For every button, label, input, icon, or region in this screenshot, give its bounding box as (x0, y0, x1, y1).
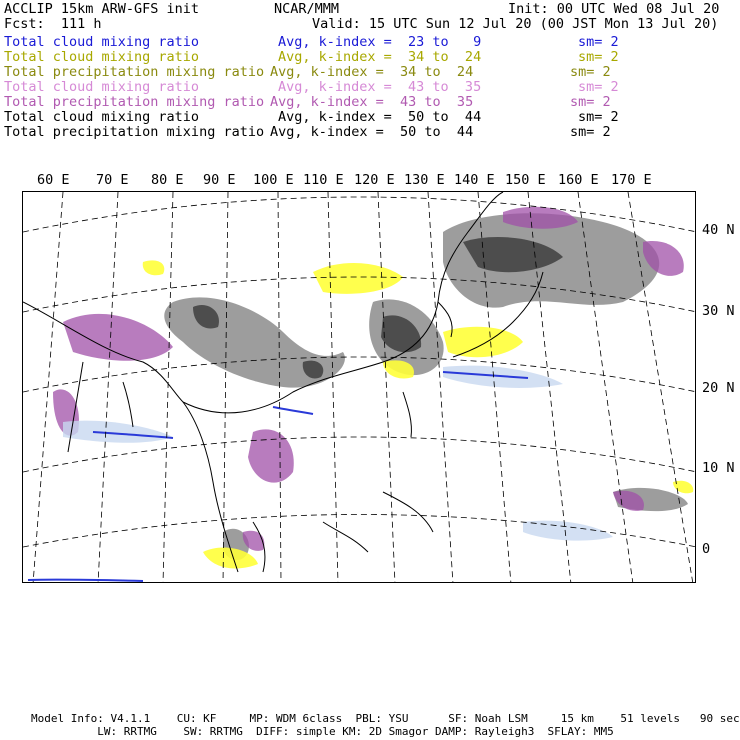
lat-label: 0 (702, 541, 711, 557)
lat-label: 10 N (702, 460, 735, 476)
legend-smoothing: sm= 2 (570, 124, 611, 140)
legend-field-name: Total precipitation mixing ratio (4, 64, 265, 80)
legend-smoothing: sm= 2 (578, 49, 619, 65)
forecast-hour: Fcst: 111 h (4, 16, 102, 32)
lon-label: 130 E (404, 172, 445, 188)
lon-label: 150 E (505, 172, 546, 188)
lon-label: 160 E (558, 172, 599, 188)
model-title: ACCLIP 15km ARW-GFS init (4, 1, 200, 17)
lat-label: 20 N (702, 380, 735, 396)
lon-label: 170 E (611, 172, 652, 188)
legend-avg-range: Avg, k-index = 34 to 24 (278, 49, 482, 65)
model-info-line1: Model Info: V4.1.1 CU: KF MP: WDM 6class PBL: YSU SF: Noah LSM 15 km 51 levels 90 sec (31, 712, 740, 725)
legend-field-name: Total precipitation mixing ratio (4, 94, 265, 110)
lon-label: 120 E (354, 172, 395, 188)
org-label: NCAR/MMM (274, 1, 340, 17)
legend-avg-range: Avg, k-index = 23 to 9 (278, 34, 482, 50)
lon-label: 80 E (151, 172, 184, 188)
legend-smoothing: sm= 2 (578, 34, 619, 50)
cloud-field-gray (164, 213, 688, 560)
legend-smoothing: sm= 2 (570, 64, 611, 80)
lon-label: 70 E (96, 172, 129, 188)
lon-label: 90 E (203, 172, 236, 188)
lon-label: 140 E (454, 172, 495, 188)
legend-field-name: Total cloud mixing ratio (4, 49, 200, 65)
cloud-field-lightblue (63, 366, 613, 541)
valid-time: Valid: 15 UTC Sun 12 Jul 20 (00 JST Mon 13 Jul 20) (312, 16, 719, 32)
legend-field-name: Total cloud mixing ratio (4, 34, 200, 50)
legend-smoothing: sm= 2 (578, 79, 619, 95)
lon-label: 100 E (253, 172, 294, 188)
legend-avg-range: Avg, k-index = 34 to 24 (270, 64, 474, 80)
legend-field-name: Total precipitation mixing ratio (4, 124, 265, 140)
legend-avg-range: Avg, k-index = 50 to 44 (278, 109, 482, 125)
legend-avg-range: Avg, k-index = 43 to 35 (270, 94, 474, 110)
lon-label: 60 E (37, 172, 70, 188)
legend-avg-range: Avg, k-index = 43 to 35 (278, 79, 482, 95)
map-canvas (23, 192, 696, 583)
lat-label: 40 N (702, 222, 735, 238)
forecast-map (22, 191, 696, 583)
legend-field-name: Total cloud mixing ratio (4, 79, 200, 95)
lon-label: 110 E (303, 172, 344, 188)
legend-field-name: Total cloud mixing ratio (4, 109, 200, 125)
legend-smoothing: sm= 2 (570, 94, 611, 110)
legend-smoothing: sm= 2 (578, 109, 619, 125)
init-time: Init: 00 UTC Wed 08 Jul 20 (508, 1, 720, 17)
model-info-line2: LW: RRTMG SW: RRTMG DIFF: simple KM: 2D Smagor DAMP: Rayleigh3 SFLAY: MM5 (31, 725, 614, 738)
lat-label: 30 N (702, 303, 735, 319)
legend-avg-range: Avg, k-index = 50 to 44 (270, 124, 474, 140)
